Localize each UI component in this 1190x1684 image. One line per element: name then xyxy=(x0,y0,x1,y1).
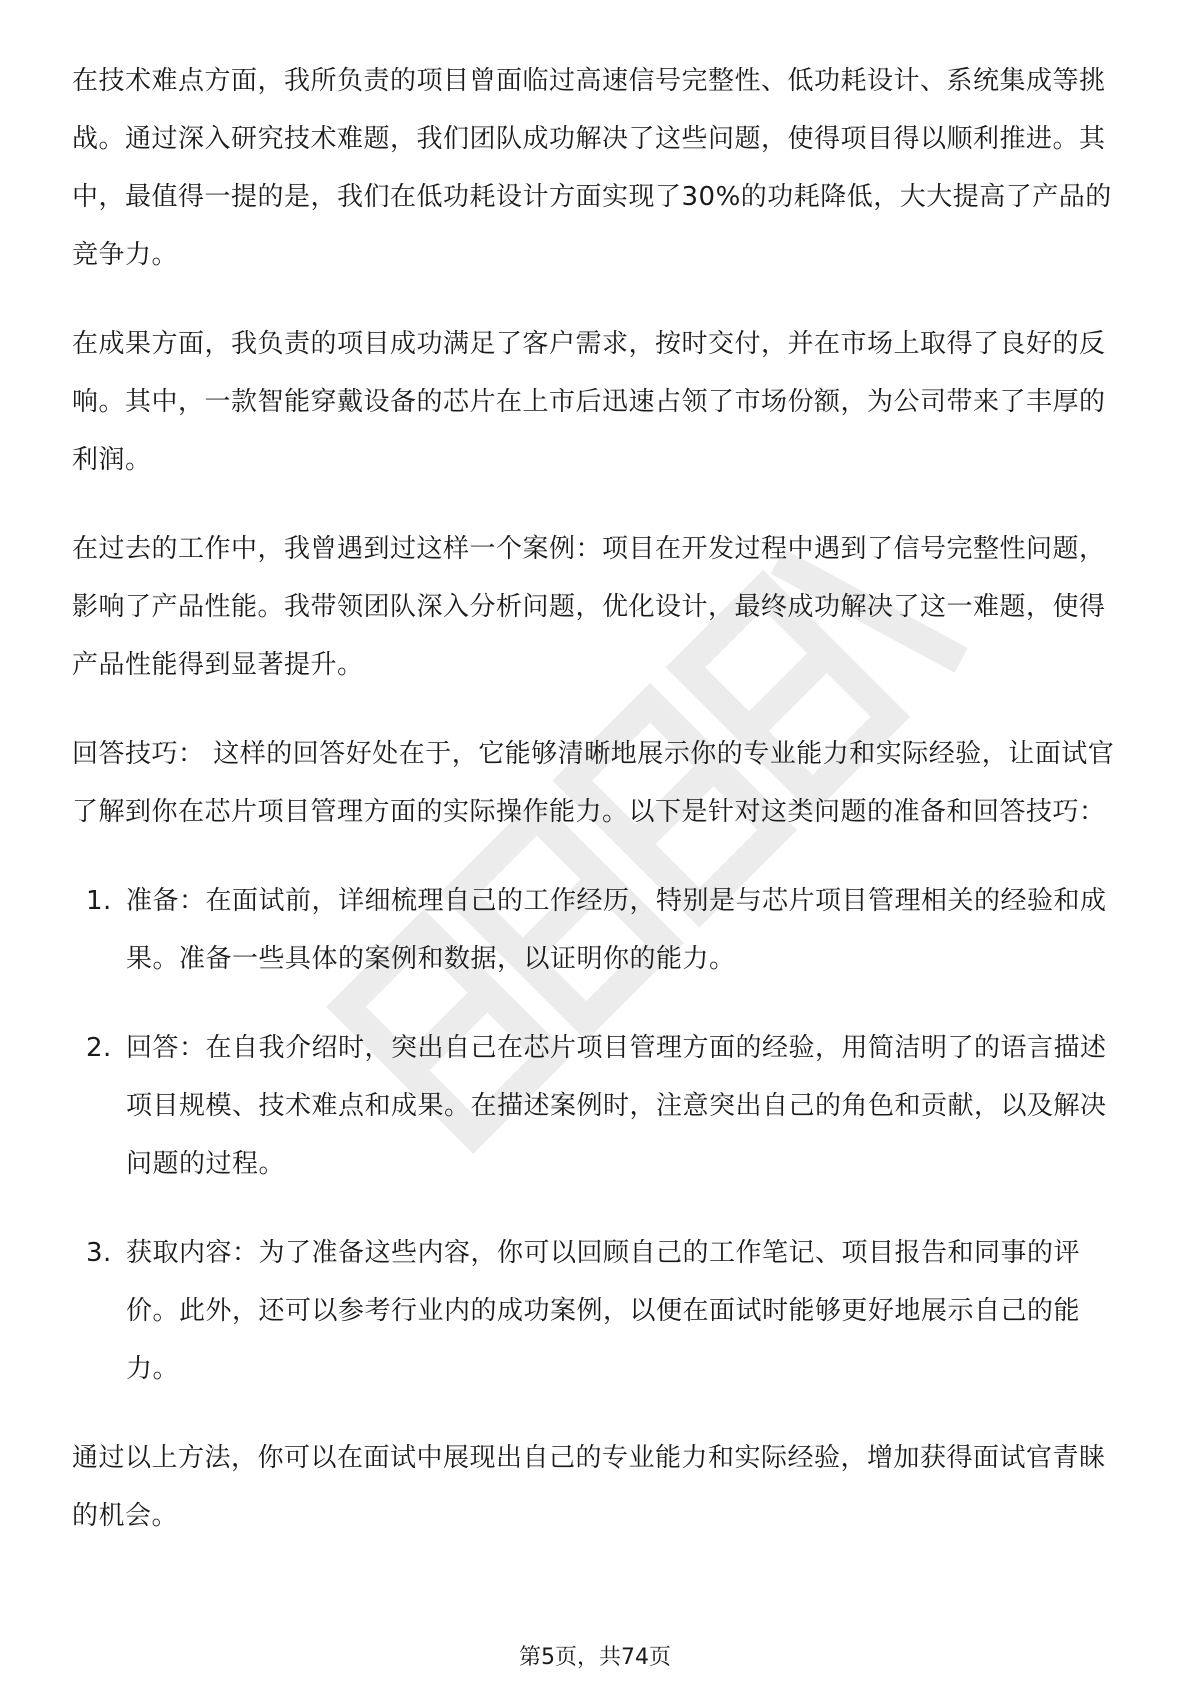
document-body xyxy=(72,52,1122,1576)
list-item xyxy=(72,1019,1122,1193)
tips-list xyxy=(72,872,1122,1398)
list-item-number: 2. xyxy=(86,1033,112,1063)
paragraph-case-example: 在过去的工作中，我曾遇到过这样一个案例：项目在开发过程中遇到了信号完整性问题，影响了产品性能。我带领团队深入分析问题，优化设计，最终成功解决了这一难题，使得产品性能得到显著提升。 xyxy=(72,534,1106,680)
list-item-text: 获取内容：为了准备这些内容，你可以回顾自己的工作笔记、项目报告和同事的评价。此外，还可以参考行业内的成功案例，以便在面试时能够更好地展示自己的能力。 xyxy=(126,1238,1081,1384)
list-item-number: 1. xyxy=(86,886,112,916)
list-item xyxy=(72,872,1122,988)
list-item-number: 3. xyxy=(86,1238,112,1268)
list-item-text: 准备：在面试前，详细梳理自己的工作经历，特别是与芯片项目管理相关的经验和成果。准备一些具体的案例和数据，以证明你的能力。 xyxy=(126,886,1107,974)
paragraph-answer-tips-intro: 回答技巧： 这样的回答好处在于，它能够清晰地展示你的专业能力和实际经验，让面试官了解到你在芯片项目管理方面的实际操作能力。以下是针对这类问题的准备和回答技巧： xyxy=(72,739,1115,827)
page-number: 第5页，共74页 xyxy=(519,1645,671,1670)
paragraph-closing: 通过以上方法，你可以在面试中展现出自己的专业能力和实际经验，增加获得面试官青睐的机会。 xyxy=(72,1443,1106,1531)
page-footer xyxy=(0,1640,1190,1671)
paragraph-achievements: 在成果方面，我负责的项目成功满足了客户需求，按时交付，并在市场上取得了良好的反响。其中，一款智能穿戴设备的芯片在上市后迅速占领了市场份额，为公司带来了丰厚的利润。 xyxy=(72,329,1106,475)
list-item-text: 回答：在自我介绍时，突出自己在芯片项目管理方面的经验，用简洁明了的语言描述项目规模、技术难点和成果。在描述案例时，注意突出自己的角色和贡献，以及解决问题的过程。 xyxy=(126,1033,1107,1179)
list-item xyxy=(72,1224,1122,1398)
paragraph-technical-difficulties: 在技术难点方面，我所负责的项目曾面临过高速信号完整性、低功耗设计、系统集成等挑战。通过深入研究技术难题，我们团队成功解决了这些问题，使得项目得以顺利推进。其中，最值得一提的是，我们在低功耗设计方面实现了30%的功耗降低，大大提高了产品的竞争力。 xyxy=(72,66,1112,270)
